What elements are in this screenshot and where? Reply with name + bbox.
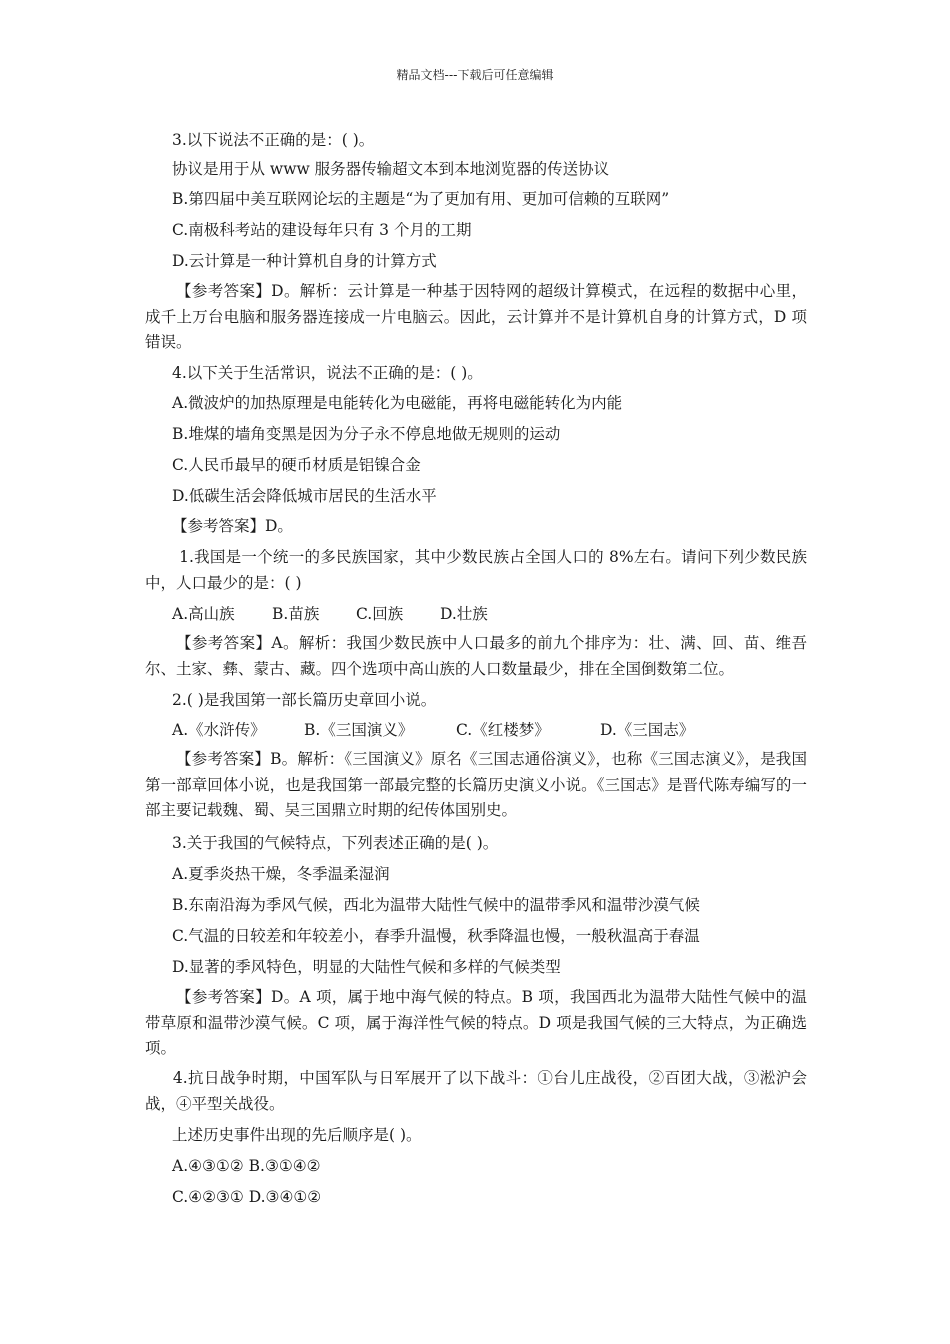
question-4a-option-c: C.人民币最早的硬币材质是铝镍合金 [172,456,421,474]
question-4a-option-a: A.微波炉的加热原理是电能转化为电磁能，再将电磁能转化为内能 [172,394,623,412]
question-3a-option-b: B.第四届中美互联网论坛的主题是“为了更加有用、更加可信赖的互联网” [172,190,670,208]
question-2-option: C.《红楼梦》 [456,721,550,739]
question-2: 2.( )是我国第一部长篇历史章回小说。 [172,691,437,709]
question-2-option: A.《水浒传》 [172,721,266,739]
page-header: 精品文档---下载后可任意编辑 [396,68,554,82]
question-3-option-c: C.气温的日较差和年较差小，春季升温慢，秋季降温也慢，一般秋温高于春温 [172,927,700,945]
question-1-options [172,604,488,624]
question-2-option: B.《三国演义》 [304,721,414,739]
question-1-option: A.高山族 [172,605,235,623]
question-4-subquestion: 上述历史事件出现的先后顺序是( )。 [172,1126,422,1144]
question-3: 3.关于我国的气候特点，下列表述正确的是( )。 [172,834,499,852]
question-3-option-a: A.夏季炎热干燥，冬季温柔湿润 [172,865,390,883]
question-3a-option-d: D.云计算是一种计算机自身的计算方式 [172,252,437,270]
question-3-option-d: D.显著的季风特色，明显的大陆性气候和多样的气候类型 [172,958,561,976]
question-1-option: B.苗族 [272,605,320,623]
question-1: 1.我国是一个统一的多民族国家，其中少数民族占全国人口的 8%左右。请问下列少数民族中，人口最少的是：( ) [145,548,807,592]
question-3a-option-a: 协议是用于从 www 服务器传输超文本到本地浏览器的传送协议 [172,160,610,178]
question-4: 4.抗日战争时期，中国军队与日军展开了以下战斗：①台儿庄战役，②百团大战，③淞沪会战，④平型关战役。 [145,1069,807,1113]
question-3a-option-c: C.南极科考站的建设每年只有 3 个月的工期 [172,221,472,239]
question-2-answer: 【参考答案】B。解析：《三国演义》原名《三国志通俗演义》，也称《三国志演义》，是我国第一部章回体小说，也是我国第一部最完整的长篇历史演义小说。《三国志》是晋代陈寿编写的一部主要记载魏、蜀、吴三国鼎立时期的纪传体国别史。 [145,750,807,819]
question-4a: 4.以下关于生活常识，说法不正确的是：( )。 [172,364,483,382]
question-3a-answer: 【参考答案】D。解析：云计算是一种基于因特网的超级计算模式，在远程的数据中心里，成千上万台电脑和服务器连接成一片电脑云。因此，云计算并不是计算机自身的计算方式，D 项错误。 [145,282,807,351]
question-4-options-ab: A.④③①② B.③①④② [172,1157,321,1175]
question-4a-option-d: D.低碳生活会降低城市居民的生活水平 [172,487,437,505]
question-3a: 3.以下说法不正确的是：( )。 [172,131,375,149]
question-1-answer: 【参考答案】A。解析：我国少数民族中人口最多的前九个排序为：壮、满、回、苗、维吾尔、土家、彝、蒙古、藏。四个选项中高山族的人口数量最少，排在全国倒数第二位。 [145,634,807,678]
question-4a-option-b: B.堆煤的墙角变黑是因为分子永不停息地做无规则的运动 [172,425,561,443]
question-4-options-cd: C.④②③① D.③④①② [172,1188,322,1206]
question-3-option-b: B.东南沿海为季风气候，西北为温带大陆性气候中的温带季风和温带沙漠气候 [172,896,700,914]
question-1-option: D.壮族 [440,605,488,623]
question-2-option: D.《三国志》 [600,721,695,739]
question-3-answer: 【参考答案】D。A 项，属于地中海气候的特点。B 项，我国西北为温带大陆性气候中的温带草原和温带沙漠气候。C 项，属于海洋性气候的特点。D 项是我国气候的三大特点，为正确选项。 [145,988,807,1057]
question-4a-answer: 【参考答案】D。 [172,517,293,535]
question-2-options [172,720,694,740]
question-1-option: C.回族 [356,605,404,623]
